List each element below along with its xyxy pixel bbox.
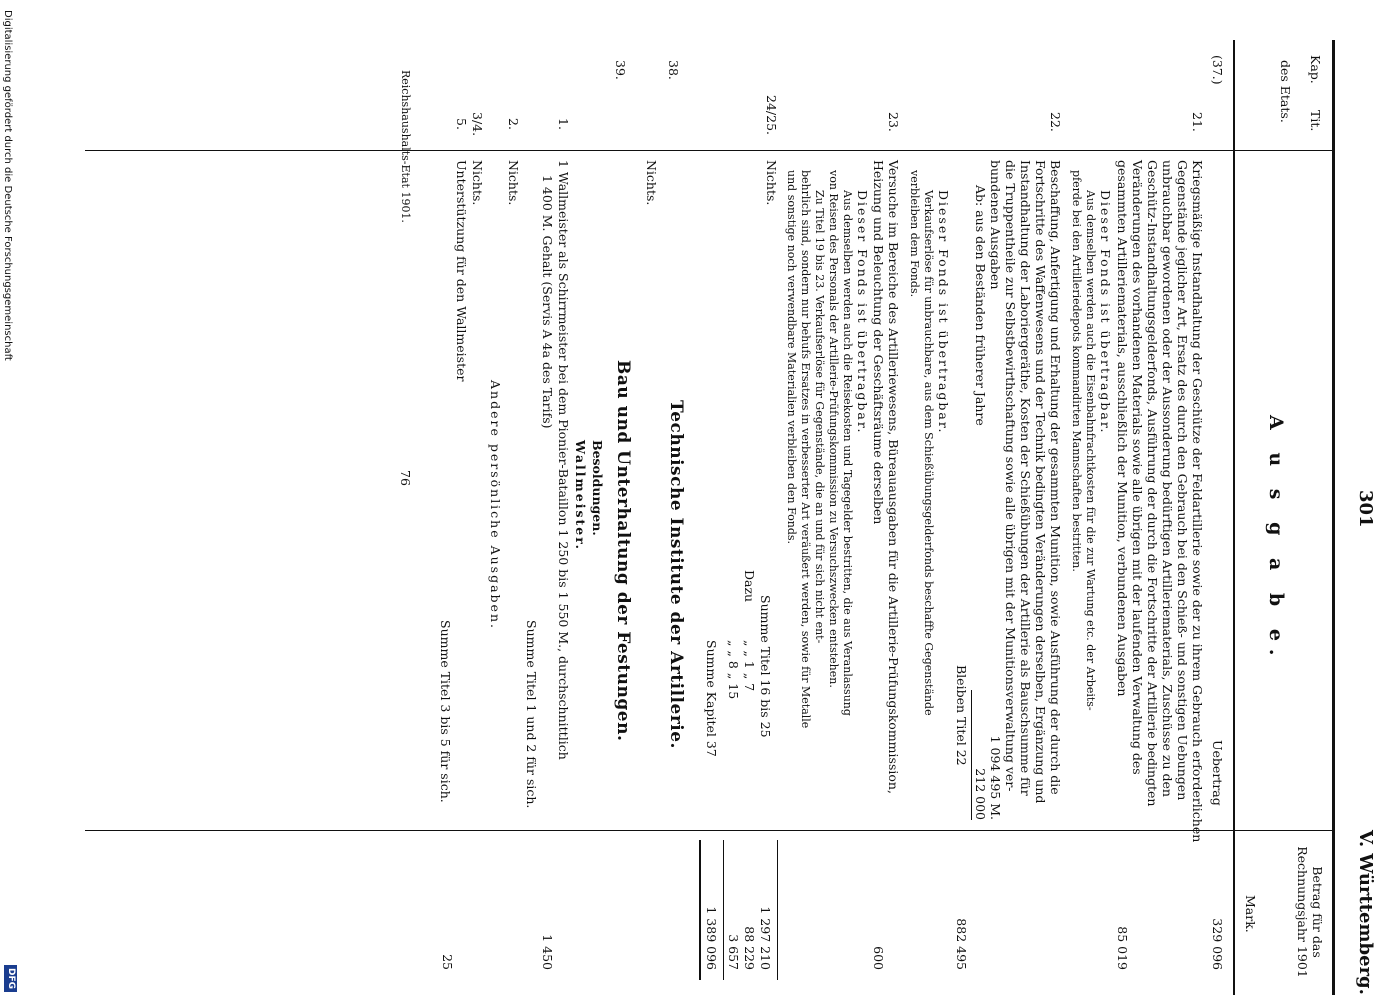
titel-22-note-1: Dieser Fonds ist übertragbar. [936, 190, 951, 435]
titel-22-ab-label: Ab: aus den Beständen früherer Jahre [973, 185, 988, 426]
titel-22-gross: 1 094 495 M. [988, 735, 1003, 820]
summary-top-rule [777, 840, 778, 980]
uebertrag-label: Uebertrag [1210, 740, 1225, 806]
page-number: 301 [1355, 490, 1376, 528]
col-des-etats: des Etats. [1278, 60, 1293, 123]
titel-21-note-3: pferde bei den Artilleriedepots kommandirten Mannschaften bestritten. [1070, 170, 1083, 572]
state-heading: V. Württemberg. [1355, 830, 1376, 995]
table-top-rule [1332, 40, 1335, 995]
titel-22-line-4: die Truppentheile zur Selbstbewirthschaftung sowie alle übrigen mit der Munitionsverwaltung ver- [1003, 160, 1018, 792]
wallmeister-heading: Wallmeister. [573, 440, 588, 552]
titel-21-line-4: Geschütz-Instandhaltungsgelderfonds, Ausführung der durch die Fortschritte der Artillerie bedingten [1145, 160, 1160, 807]
titel-22-sum-rule [971, 690, 972, 820]
titel-23-line-1: Versuche im Bereiche des Artilleriewesens, Büreauausgaben für die Artillerie-Prüfungskommission, [886, 160, 901, 794]
kap-39-heading: Bau und Unterhaltung der Festungen. [613, 360, 633, 742]
titel-22-number: 22. [1048, 112, 1063, 132]
titel-5-number: 5. [454, 118, 469, 130]
titel-23-note-4: Zu Titel 19 bis 23. Verkaufserlöse für Gegenstände, die an und für sich nicht ent- [813, 190, 826, 644]
summary-bottom-rule [699, 840, 701, 980]
col-betrag: Betrag für das Rechnungsjahr 1901 [1295, 846, 1325, 978]
sum-8-15-amount: 3 657 [726, 934, 741, 970]
kap-39-label: 39. [613, 60, 628, 80]
main-title: A u s g a b e. [1265, 415, 1287, 664]
header-bottom-rule [1233, 40, 1235, 995]
titel-22-line-1: Beschaffung, Anfertigung und Erhaltung der gesammten Munition, sowie Ausführung der durch die [1048, 160, 1063, 795]
sum-1-7-label: „ „ 1 „ 7 [742, 640, 757, 692]
sum-kap37-amount: 1 389 096 [704, 906, 719, 970]
footer-page: 76 [398, 470, 413, 486]
sum-8-15-label: „ „ 8 „ 15 [726, 640, 741, 700]
titel-22-line-5: bundenen Ausgaben [988, 160, 1003, 290]
titel-2425-text: Nichts. [764, 160, 779, 206]
sum-kap37-label: Summe Kapitel 37 [704, 640, 719, 757]
titel-21-line-1: Kriegsmäßige Instandhaltung der Geschütze der Feldartillerie sowie der zu ihrem Gebrauch erforderlichen [1190, 160, 1205, 843]
titel-34-number: 3/4. [470, 112, 485, 137]
titel-21-note-2: Aus demselben werden auch die Eisenbahnfrachtkosten für die zur Wartung etc. der Arbeits- [1084, 190, 1097, 711]
titel-5-text: Unterstützung für den Wallmeister [454, 160, 469, 382]
titel-21-amount: 85 019 [1115, 926, 1130, 970]
kap-38-label: 38. [666, 60, 681, 80]
footer-etat: Reichshaushalts-Etat 1901. [399, 70, 412, 223]
titel-23-note-2: Aus demselben werden auch die Reisekosten und Tagegelder bestritten, die aus Veranlassung [841, 190, 854, 716]
titel-22-amount: 882 495 [954, 918, 969, 970]
sum-1-7-amount: 88 229 [742, 926, 757, 970]
dazu-label: Dazu [742, 570, 757, 603]
titel-22-deduction: 212 000 [973, 768, 988, 820]
col-kap: Kap. [1308, 55, 1323, 84]
titel-22-line-3: Instandhaltung der Laboriergeräthe, Kosten der Schießübungen der Artillerie als Bauschsumme für [1018, 160, 1033, 796]
titel-21-line-6: gesammten Artilleriematerials, ausschließlich der Munition, verbundenen Ausgaben [1115, 160, 1130, 697]
titel-1-number: 1. [556, 118, 571, 130]
titel-2-number: 2. [506, 118, 521, 130]
titel-22-bleiben: Bleiben Titel 22 [954, 665, 969, 766]
titel-22-note-3: verbleiben dem Fonds. [908, 170, 921, 298]
titel-2425-number: 24/25. [764, 95, 779, 135]
sum-3-5-label: Summe Titel 3 bis 5 für sich. [438, 620, 453, 803]
dfg-logo: DFG [4, 965, 17, 992]
kap-38-heading: Technische Institute der Artillerie. [666, 400, 686, 749]
titel-1-line-2: 1 400 M. Gehalt (Servis A 4a des Tarifs) [540, 175, 555, 429]
titel-34-text: Nichts. [470, 160, 485, 206]
sum-16-25-label: Summe Titel 16 bis 25 [758, 595, 773, 738]
kap-37-label: (37.) [1210, 55, 1225, 85]
besoldungen-heading: Besoldungen. [590, 440, 605, 536]
titel-23-line-2: Heizung und Beleuchtung der Geschäftsräume derselben [871, 160, 886, 525]
titel-1-amount: 1 450 [540, 934, 555, 970]
sum-16-25-amount: 1 297 210 [758, 906, 773, 970]
titel-23-note-3: von Reisen des Personals der Artillerie-Prüfungskommission zu Versuchszwecken entstehen. [827, 170, 840, 688]
titel-21-line-3: unbrauchbar gewordenen oder der Aussonderung bedürftigen Artilleriematerials, Zuschüsse zu den [1160, 160, 1175, 797]
column-rule-tit [85, 150, 1335, 151]
titel-23-note-5: behrlich sind, sondern nur behufs Ersatzes in verbesserter Art veräußert werden, sowie für Metalle [799, 170, 812, 729]
titel-23-amount: 600 [871, 946, 886, 970]
titel-1-line-1: 1 Wallmeister als Schirrmeister bei dem Pionier-Bataillon 1 250 bis 1 550 M., durchschnittlich [556, 160, 571, 760]
summary-mid-rule [723, 840, 724, 980]
titel-2-text: Nichts. [506, 160, 521, 206]
titel-22-note-2: Verkaufserlöse für unbrauchbare, aus dem Schießübungsgelderfonds beschaffte Gegenstände [922, 190, 935, 716]
titel-23-note-1: Dieser Fonds ist übertragbar. [855, 190, 870, 435]
titel-21-line-5: Veränderungen des vorhandenen Materials sowie alle übrigen mit der laufenden Verwaltung des [1130, 160, 1145, 775]
sum-1-2-label: Summe Titel 1 und 2 für sich. [524, 620, 539, 809]
titel-23-note-6: und sonstige noch verwendbare Materialien verbleiben den Fonds. [785, 170, 798, 545]
kap-38-text: Nichts. [644, 160, 659, 206]
digitization-credit: Digitalisierung gefördert durch die Deutsche Forschungsgemeinschaft [2, 10, 13, 361]
titel-21-note-1: Dieser Fonds ist übertragbar. [1098, 190, 1113, 435]
titel-5-amount: 25 [440, 954, 455, 970]
col-tit: Tit. [1308, 110, 1323, 132]
andere-heading: Andere persönliche Ausgaben. [488, 380, 503, 630]
titel-22-line-2: Fortschritte des Waffenwesens und der Technik bedingten Veränderungen derselben, Ergänzung und [1033, 160, 1048, 804]
titel-21-line-2: Gegenstände jeglicher Art, Ersatz des durch den Gebrauch bei den Schieß- und sonstigen Uebungen [1175, 160, 1190, 801]
column-rule-amount [85, 830, 1335, 831]
titel-23-number: 23. [886, 112, 901, 132]
col-mark: Mark. [1243, 895, 1258, 933]
titel-21-number: 21. [1190, 112, 1205, 132]
uebertrag-amount: 329 096 [1210, 918, 1225, 970]
